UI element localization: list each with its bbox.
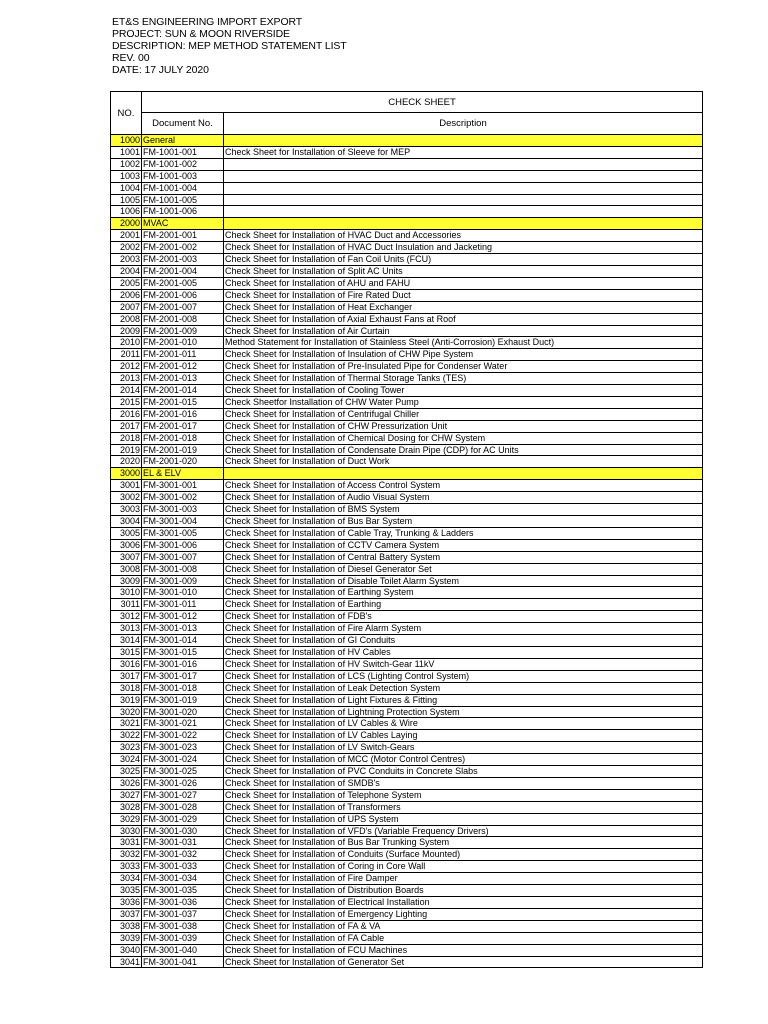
row-number-cell: 3006: [111, 539, 142, 551]
table-row: [111, 730, 703, 742]
document-no-cell: FM-1001-001: [142, 146, 224, 158]
table-row: [111, 242, 703, 254]
table-row: [111, 373, 703, 385]
description-cell: Check Sheet for Installation of CCTV Camera System: [224, 539, 703, 551]
table-row: [111, 480, 703, 492]
document-no-cell: FM-3001-031: [142, 837, 224, 849]
description-cell: Check Sheet for Installation of Leak Detection System: [224, 682, 703, 694]
row-number-cell: 3009: [111, 575, 142, 587]
document-no-cell: FM-3001-029: [142, 813, 224, 825]
table-row: [111, 408, 703, 420]
table-row: [111, 956, 703, 968]
document-no-cell: FM-3001-027: [142, 789, 224, 801]
description-cell: [224, 182, 703, 194]
document-no-cell: FM-2001-019: [142, 444, 224, 456]
document-no-cell: FM-1001-005: [142, 194, 224, 206]
description-cell: [224, 135, 703, 147]
table-row: [111, 194, 703, 206]
description-cell: Check Sheet for Installation of UPS System: [224, 813, 703, 825]
description-cell: Check Sheet for Installation of Earthing: [224, 599, 703, 611]
row-number-cell: 3020: [111, 706, 142, 718]
project-name: PROJECT: SUN & MOON RIVERSIDE: [112, 28, 290, 40]
table-row: [111, 527, 703, 539]
row-number-cell: 1003: [111, 170, 142, 182]
row-number-cell: 3018: [111, 682, 142, 694]
description-cell: [224, 158, 703, 170]
row-number-cell: 2001: [111, 230, 142, 242]
table-row: [111, 801, 703, 813]
document-no-cell: FM-3001-019: [142, 694, 224, 706]
document-no-cell: FM-3001-017: [142, 670, 224, 682]
description-cell: Check Sheet for Installation of Earthing System: [224, 587, 703, 599]
table-row: [111, 885, 703, 897]
description-cell: Check Sheet for Installation of Split AC Units: [224, 265, 703, 277]
document-no-cell: FM-2001-006: [142, 289, 224, 301]
description-cell: Check Sheet for Installation of MCC (Motor Control Centres): [224, 754, 703, 766]
document-no-cell: FM-3001-013: [142, 623, 224, 635]
row-number-cell: 3031: [111, 837, 142, 849]
row-number-cell: 2012: [111, 361, 142, 373]
table-row: [111, 516, 703, 528]
row-number-cell: 3026: [111, 777, 142, 789]
row-number-cell: 3033: [111, 861, 142, 873]
table-row: [111, 206, 703, 218]
row-number-cell: 2006: [111, 289, 142, 301]
column-header-description: Description: [224, 113, 703, 135]
description-cell: Check Sheet for Installation of BMS System: [224, 504, 703, 516]
table-row: [111, 932, 703, 944]
description-cell: Check Sheet for Installation of Insulation of CHW Pipe System: [224, 349, 703, 361]
description-cell: Check Sheet for Installation of LV Switch-Gears: [224, 742, 703, 754]
table-row: [111, 385, 703, 397]
row-number-cell: 2009: [111, 325, 142, 337]
row-number-cell: 3015: [111, 646, 142, 658]
section-row: [111, 135, 703, 147]
table-row: [111, 908, 703, 920]
document-no-cell: FM-3001-005: [142, 527, 224, 539]
table-row: [111, 742, 703, 754]
table-row: [111, 575, 703, 587]
table-row: [111, 254, 703, 266]
description-cell: [224, 218, 703, 230]
row-number-cell: 2002: [111, 242, 142, 254]
table-row: [111, 504, 703, 516]
document-no-cell: FM-3001-039: [142, 932, 224, 944]
document-no-cell: FM-2001-009: [142, 325, 224, 337]
description-cell: Check Sheet for Installation of Audio Visual System: [224, 492, 703, 504]
table-row: [111, 337, 703, 349]
description-cell: Check Sheet for Installation of GI Conduits: [224, 635, 703, 647]
description-cell: Check Sheet for Installation of Heat Exchanger: [224, 301, 703, 313]
description-cell: Check Sheet for Installation of Generator Set: [224, 956, 703, 968]
row-number-cell: 3003: [111, 504, 142, 516]
row-number-cell: 3040: [111, 944, 142, 956]
document-no-cell: FM-3001-041: [142, 956, 224, 968]
table-row: [111, 754, 703, 766]
row-number-cell: 3008: [111, 563, 142, 575]
row-number-cell: 2015: [111, 396, 142, 408]
row-number-cell: 1000: [111, 135, 142, 147]
row-number-cell: 3001: [111, 480, 142, 492]
table-row: [111, 694, 703, 706]
table-row: [111, 837, 703, 849]
row-number-cell: 3017: [111, 670, 142, 682]
document-no-cell: FM-3001-007: [142, 551, 224, 563]
row-number-cell: 2003: [111, 254, 142, 266]
document-no-cell: FM-1001-006: [142, 206, 224, 218]
row-number-cell: 3012: [111, 611, 142, 623]
check-sheet-table: [110, 91, 703, 968]
document-no-cell: FM-2001-020: [142, 456, 224, 468]
description-cell: Check Sheet for Installation of Access Control System: [224, 480, 703, 492]
table-row: [111, 182, 703, 194]
row-number-cell: 3019: [111, 694, 142, 706]
description-cell: Check Sheet for Installation of Bus Bar System: [224, 516, 703, 528]
document-no-cell: FM-2001-017: [142, 420, 224, 432]
table-row: [111, 897, 703, 909]
description-cell: Check Sheet for Installation of HV Cables: [224, 646, 703, 658]
table-row: [111, 432, 703, 444]
description-cell: Check Sheet for Installation of Coring in Core Wall: [224, 861, 703, 873]
document-no-cell: FM-2001-016: [142, 408, 224, 420]
row-number-cell: 3029: [111, 813, 142, 825]
description-cell: Check Sheetfor Installation of CHW Water Pump: [224, 396, 703, 408]
description-cell: Check Sheet for Installation of LV Cables & Wire: [224, 718, 703, 730]
document-no-cell: FM-3001-001: [142, 480, 224, 492]
document-no-cell: FM-3001-026: [142, 777, 224, 789]
document-no-cell: FM-1001-002: [142, 158, 224, 170]
row-number-cell: 3000: [111, 468, 142, 480]
description-cell: Method Statement for Installation of Stainless Steel (Anti-Corrosion) Exhaust Duct): [224, 337, 703, 349]
section-row: [111, 218, 703, 230]
column-group-check-sheet: CHECK SHEET: [142, 92, 703, 113]
row-number-cell: 3038: [111, 920, 142, 932]
row-number-cell: 3016: [111, 658, 142, 670]
document-no-cell: MVAC: [142, 218, 224, 230]
table-row: [111, 777, 703, 789]
table-row: [111, 444, 703, 456]
table-row: [111, 230, 703, 242]
description-cell: [224, 468, 703, 480]
document-no-cell: FM-3001-022: [142, 730, 224, 742]
description-cell: Check Sheet for Installation of Electrical Installation: [224, 897, 703, 909]
document-no-cell: FM-2001-014: [142, 385, 224, 397]
table-row: [111, 873, 703, 885]
row-number-cell: 1005: [111, 194, 142, 206]
document-no-cell: FM-3001-028: [142, 801, 224, 813]
row-number-cell: 2019: [111, 444, 142, 456]
document-no-cell: FM-2001-007: [142, 301, 224, 313]
description-cell: [224, 194, 703, 206]
table-row: [111, 670, 703, 682]
description-cell: Check Sheet for Installation of FA Cable: [224, 932, 703, 944]
row-number-cell: 3034: [111, 873, 142, 885]
description-cell: Check Sheet for Installation of HVAC Duct Insulation and Jacketing: [224, 242, 703, 254]
document-no-cell: FM-2001-001: [142, 230, 224, 242]
description-cell: Check Sheet for Installation of Diesel Generator Set: [224, 563, 703, 575]
row-number-cell: 1004: [111, 182, 142, 194]
document-no-cell: FM-2001-003: [142, 254, 224, 266]
row-number-cell: 3023: [111, 742, 142, 754]
document-no-cell: FM-3001-036: [142, 897, 224, 909]
table-row: [111, 718, 703, 730]
description-cell: Check Sheet for Installation of Chemical Dosing for CHW System: [224, 432, 703, 444]
table-row: [111, 658, 703, 670]
row-number-cell: 2011: [111, 349, 142, 361]
description-cell: Check Sheet for Installation of Fire Rated Duct: [224, 289, 703, 301]
table-row: [111, 587, 703, 599]
description-cell: Check Sheet for Installation of Cooling Tower: [224, 385, 703, 397]
description-cell: Check Sheet for Installation of LCS (Lighting Control System): [224, 670, 703, 682]
section-row: [111, 468, 703, 480]
row-number-cell: 3025: [111, 766, 142, 778]
table-row: [111, 635, 703, 647]
description-cell: Check Sheet for Installation of LV Cables Laying: [224, 730, 703, 742]
row-number-cell: 2010: [111, 337, 142, 349]
table-row: [111, 611, 703, 623]
description-cell: Check Sheet for Installation of Light Fixtures & Fitting: [224, 694, 703, 706]
description-cell: Check Sheet for Installation of CHW Pressurization Unit: [224, 420, 703, 432]
description-cell: Check Sheet for Installation of Telephone System: [224, 789, 703, 801]
document-no-cell: FM-2001-004: [142, 265, 224, 277]
document-no-cell: FM-2001-018: [142, 432, 224, 444]
description-cell: Check Sheet for Installation of SMDB's: [224, 777, 703, 789]
description-cell: Check Sheet for Installation of AHU and FAHU: [224, 277, 703, 289]
table-row: [111, 706, 703, 718]
description-cell: Check Sheet for Installation of Fan Coil Units (FCU): [224, 254, 703, 266]
company-name: ET&S ENGINEERING IMPORT EXPORT: [112, 16, 303, 28]
document-no-cell: FM-3001-010: [142, 587, 224, 599]
row-number-cell: 3021: [111, 718, 142, 730]
document-no-cell: FM-3001-003: [142, 504, 224, 516]
table-row: [111, 563, 703, 575]
document-no-cell: FM-3001-018: [142, 682, 224, 694]
table-row: [111, 396, 703, 408]
table-row: [111, 766, 703, 778]
description-cell: Check Sheet for Installation of HVAC Duct and Accessories: [224, 230, 703, 242]
table-row: [111, 456, 703, 468]
table-row: [111, 682, 703, 694]
document-no-cell: FM-2001-013: [142, 373, 224, 385]
table-row: [111, 849, 703, 861]
document-description: DESCRIPTION: MEP METHOD STATEMENT LIST: [112, 40, 347, 52]
table-row: [111, 301, 703, 313]
document-no-cell: FM-3001-012: [142, 611, 224, 623]
document-no-cell: FM-3001-011: [142, 599, 224, 611]
description-cell: Check Sheet for Installation of VFD's (Variable Frequency Drivers): [224, 825, 703, 837]
table-row: [111, 170, 703, 182]
table-row: [111, 420, 703, 432]
row-number-cell: 3004: [111, 516, 142, 528]
description-cell: Check Sheet for Installation of Emergency Lighting: [224, 908, 703, 920]
table-row: [111, 825, 703, 837]
document-no-cell: FM-3001-040: [142, 944, 224, 956]
row-number-cell: 3024: [111, 754, 142, 766]
document-no-cell: FM-3001-032: [142, 849, 224, 861]
row-number-cell: 3010: [111, 587, 142, 599]
table-row: [111, 289, 703, 301]
document-no-cell: FM-3001-006: [142, 539, 224, 551]
document-no-cell: FM-3001-020: [142, 706, 224, 718]
row-number-cell: 3027: [111, 789, 142, 801]
row-number-cell: 3030: [111, 825, 142, 837]
table-row: [111, 349, 703, 361]
row-number-cell: 3028: [111, 801, 142, 813]
row-number-cell: 3014: [111, 635, 142, 647]
row-number-cell: 2005: [111, 277, 142, 289]
document-no-cell: FM-3001-015: [142, 646, 224, 658]
row-number-cell: 2004: [111, 265, 142, 277]
description-cell: Check Sheet for Installation of Duct Work: [224, 456, 703, 468]
column-header-no: NO.: [111, 92, 142, 135]
description-cell: Check Sheet for Installation of Sleeve for MEP: [224, 146, 703, 158]
description-cell: Check Sheet for Installation of Transformers: [224, 801, 703, 813]
row-number-cell: 2007: [111, 301, 142, 313]
document-no-cell: FM-3001-014: [142, 635, 224, 647]
table-row: [111, 539, 703, 551]
description-cell: Check Sheet for Installation of Lightning Protection System: [224, 706, 703, 718]
document-no-cell: FM-3001-023: [142, 742, 224, 754]
row-number-cell: 1006: [111, 206, 142, 218]
description-cell: [224, 170, 703, 182]
document-no-cell: FM-2001-011: [142, 349, 224, 361]
row-number-cell: 3035: [111, 885, 142, 897]
row-number-cell: 2018: [111, 432, 142, 444]
document-no-cell: FM-2001-005: [142, 277, 224, 289]
document-no-cell: FM-3001-009: [142, 575, 224, 587]
document-no-cell: FM-3001-021: [142, 718, 224, 730]
table-body: [111, 135, 703, 968]
row-number-cell: 3022: [111, 730, 142, 742]
table-row: [111, 789, 703, 801]
row-number-cell: 3005: [111, 527, 142, 539]
row-number-cell: 2020: [111, 456, 142, 468]
description-cell: Check Sheet for Installation of Distribution Boards: [224, 885, 703, 897]
table-row: [111, 265, 703, 277]
row-number-cell: 3039: [111, 932, 142, 944]
row-number-cell: 3011: [111, 599, 142, 611]
table-row: [111, 861, 703, 873]
document-no-cell: FM-3001-034: [142, 873, 224, 885]
description-cell: Check Sheet for Installation of FDB's: [224, 611, 703, 623]
row-number-cell: 3013: [111, 623, 142, 635]
row-number-cell: 2017: [111, 420, 142, 432]
document-no-cell: FM-2001-010: [142, 337, 224, 349]
row-number-cell: 1002: [111, 158, 142, 170]
document-no-cell: FM-3001-033: [142, 861, 224, 873]
description-cell: Check Sheet for Installation of FCU Machines: [224, 944, 703, 956]
document-no-cell: FM-2001-015: [142, 396, 224, 408]
table-row: [111, 813, 703, 825]
row-number-cell: 1001: [111, 146, 142, 158]
table-row: [111, 623, 703, 635]
row-number-cell: 3037: [111, 908, 142, 920]
column-header-document-no: Document No.: [142, 113, 224, 135]
document-no-cell: FM-3001-024: [142, 754, 224, 766]
description-cell: [224, 206, 703, 218]
description-cell: Check Sheet for Installation of Conduits (Surface Mounted): [224, 849, 703, 861]
description-cell: Check Sheet for Installation of Condensate Drain Pipe (CDP) for AC Units: [224, 444, 703, 456]
table-row: [111, 277, 703, 289]
document-date: DATE: 17 JULY 2020: [112, 64, 209, 76]
row-number-cell: 3002: [111, 492, 142, 504]
document-no-cell: FM-1001-003: [142, 170, 224, 182]
row-number-cell: 2016: [111, 408, 142, 420]
row-number-cell: 2000: [111, 218, 142, 230]
document-no-cell: FM-3001-004: [142, 516, 224, 528]
row-number-cell: 3007: [111, 551, 142, 563]
description-cell: Check Sheet for Installation of Cable Tray, Trunking & Ladders: [224, 527, 703, 539]
document-no-cell: FM-2001-012: [142, 361, 224, 373]
document-no-cell: FM-3001-037: [142, 908, 224, 920]
document-no-cell: FM-2001-008: [142, 313, 224, 325]
table-row: [111, 646, 703, 658]
document-header: [112, 16, 347, 76]
document-no-cell: FM-3001-030: [142, 825, 224, 837]
row-number-cell: 3041: [111, 956, 142, 968]
table-row: [111, 599, 703, 611]
table-row: [111, 551, 703, 563]
document-no-cell: FM-3001-038: [142, 920, 224, 932]
description-cell: Check Sheet for Installation of Air Curtain: [224, 325, 703, 337]
document-no-cell: General: [142, 135, 224, 147]
description-cell: Check Sheet for Installation of Disable Toilet Alarm System: [224, 575, 703, 587]
table-row: [111, 944, 703, 956]
revision: REV. 00: [112, 52, 150, 64]
document-no-cell: FM-3001-016: [142, 658, 224, 670]
description-cell: Check Sheet for Installation of Fire Alarm System: [224, 623, 703, 635]
description-cell: Check Sheet for Installation of Central Battery System: [224, 551, 703, 563]
row-number-cell: 3036: [111, 897, 142, 909]
table-row: [111, 313, 703, 325]
table-row: [111, 920, 703, 932]
table-row: [111, 158, 703, 170]
row-number-cell: 2013: [111, 373, 142, 385]
document-no-cell: FM-2001-002: [142, 242, 224, 254]
document-no-cell: FM-3001-035: [142, 885, 224, 897]
document-no-cell: FM-3001-025: [142, 766, 224, 778]
description-cell: Check Sheet for Installation of Bus Bar Trunking System: [224, 837, 703, 849]
row-number-cell: 2008: [111, 313, 142, 325]
description-cell: Check Sheet for Installation of PVC Conduits in Concrete Slabs: [224, 766, 703, 778]
description-cell: Check Sheet for Installation of HV Switch-Gear 11kV: [224, 658, 703, 670]
description-cell: Check Sheet for Installation of Axial Exhaust Fans at Roof: [224, 313, 703, 325]
table-row: [111, 361, 703, 373]
document-no-cell: FM-3001-008: [142, 563, 224, 575]
table-row: [111, 146, 703, 158]
table-row: [111, 492, 703, 504]
document-no-cell: FM-1001-004: [142, 182, 224, 194]
description-cell: Check Sheet for Installation of Pre-Insulated Pipe for Condenser Water: [224, 361, 703, 373]
row-number-cell: 2014: [111, 385, 142, 397]
row-number-cell: 3032: [111, 849, 142, 861]
description-cell: Check Sheet for Installation of Fire Damper: [224, 873, 703, 885]
document-no-cell: EL & ELV: [142, 468, 224, 480]
description-cell: Check Sheet for Installation of Thermal Storage Tanks (TES): [224, 373, 703, 385]
table-row: [111, 325, 703, 337]
description-cell: Check Sheet for Installation of FA & VA: [224, 920, 703, 932]
document-no-cell: FM-3001-002: [142, 492, 224, 504]
description-cell: Check Sheet for Installation of Centrifugal Chiller: [224, 408, 703, 420]
